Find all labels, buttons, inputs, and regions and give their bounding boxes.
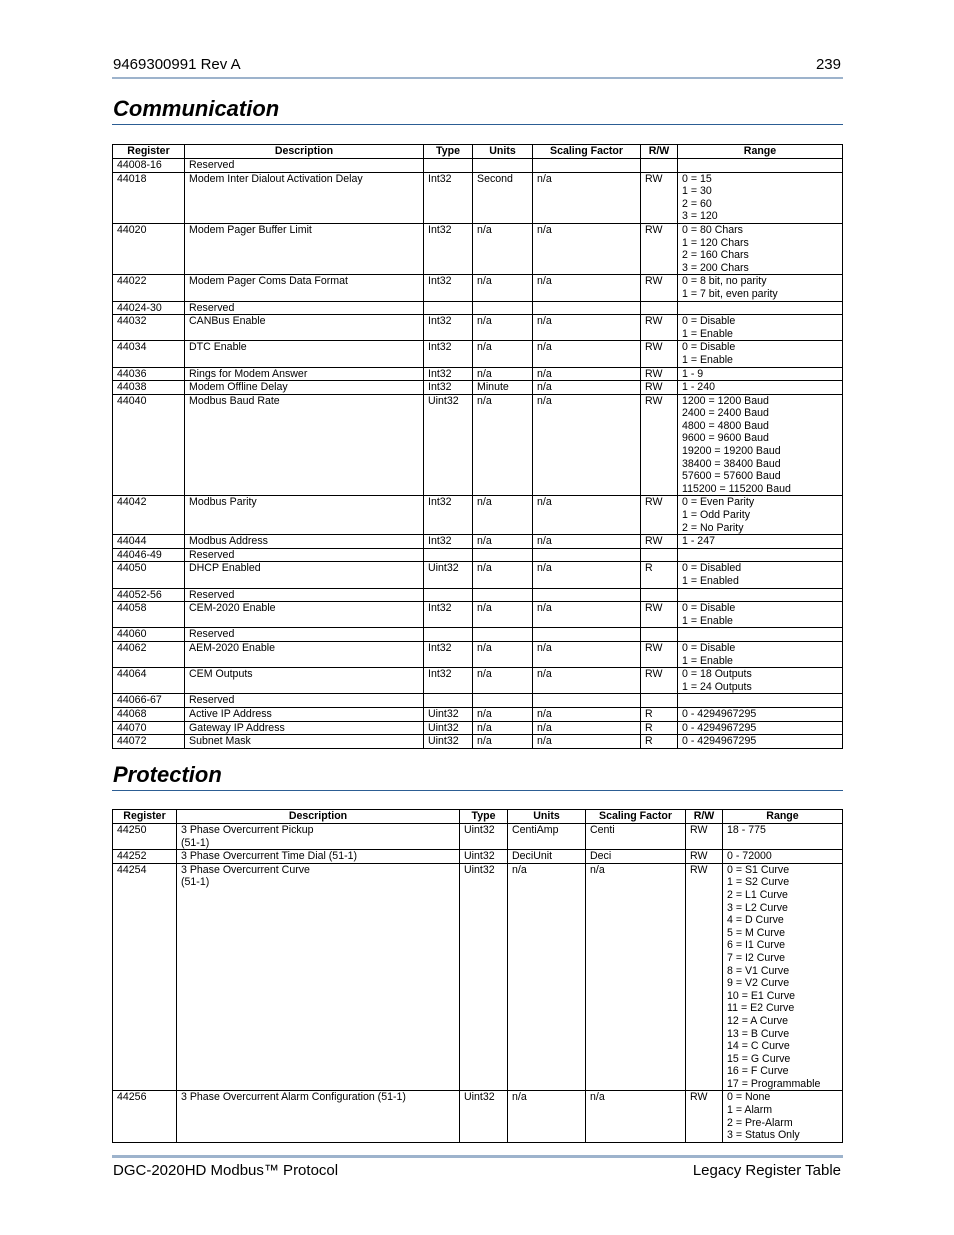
scaling-factor-cell bbox=[533, 159, 641, 173]
description-cell: Subnet Mask bbox=[185, 735, 424, 749]
description-cell: Reserved bbox=[185, 588, 424, 602]
type-cell bbox=[424, 301, 473, 315]
type-cell: Int32 bbox=[424, 275, 473, 301]
table-row bbox=[113, 824, 843, 850]
page-header bbox=[112, 55, 843, 79]
register-cell: 44008-16 bbox=[113, 159, 185, 173]
range-cell: 0 = Disable 1 = Enable bbox=[678, 602, 843, 628]
rw-cell: RW bbox=[641, 367, 678, 381]
section-title-text: Protection bbox=[113, 762, 222, 787]
scaling-factor-cell: n/a bbox=[533, 223, 641, 274]
description-cell: Modem Inter Dialout Activation Delay bbox=[185, 172, 424, 223]
scaling-factor-cell: Deci bbox=[586, 850, 686, 864]
description-cell: DHCP Enabled bbox=[185, 562, 424, 588]
register-cell: 44050 bbox=[113, 562, 185, 588]
description-cell: DTC Enable bbox=[185, 341, 424, 367]
table-row bbox=[113, 496, 843, 535]
table-row bbox=[113, 694, 843, 708]
units-cell: n/a bbox=[473, 641, 533, 667]
communication-register-table bbox=[112, 144, 843, 749]
column-header-register: Register bbox=[113, 810, 177, 824]
description-cell: Reserved bbox=[185, 548, 424, 562]
scaling-factor-cell: n/a bbox=[533, 367, 641, 381]
range-cell: 0 = Disable 1 = Enable bbox=[678, 641, 843, 667]
rw-cell: R bbox=[641, 735, 678, 749]
scaling-factor-cell: n/a bbox=[533, 341, 641, 367]
description-cell: Rings for Modem Answer bbox=[185, 367, 424, 381]
rw-cell bbox=[641, 159, 678, 173]
scaling-factor-cell bbox=[533, 628, 641, 642]
table-row bbox=[113, 602, 843, 628]
range-cell bbox=[678, 628, 843, 642]
register-cell: 44018 bbox=[113, 172, 185, 223]
table-row bbox=[113, 707, 843, 721]
table-row bbox=[113, 562, 843, 588]
scaling-factor-cell: Centi bbox=[586, 824, 686, 850]
register-cell: 44252 bbox=[113, 850, 177, 864]
range-cell: 0 = Disable 1 = Enable bbox=[678, 341, 843, 367]
units-cell: n/a bbox=[473, 315, 533, 341]
type-cell: Uint32 bbox=[460, 824, 508, 850]
units-cell bbox=[473, 588, 533, 602]
type-cell: Uint32 bbox=[424, 394, 473, 496]
register-cell: 44058 bbox=[113, 602, 185, 628]
units-cell bbox=[473, 159, 533, 173]
table-row bbox=[113, 863, 843, 1091]
range-cell bbox=[678, 159, 843, 173]
units-cell bbox=[473, 548, 533, 562]
units-cell: DeciUnit bbox=[508, 850, 586, 864]
description-cell: 3 Phase Overcurrent Pickup (51-1) bbox=[177, 824, 460, 850]
page-number: 239 bbox=[815, 56, 841, 73]
register-cell: 44070 bbox=[113, 721, 185, 735]
scaling-factor-cell: n/a bbox=[533, 172, 641, 223]
units-cell: CentiAmp bbox=[508, 824, 586, 850]
type-cell: Int32 bbox=[424, 341, 473, 367]
description-cell: 3 Phase Overcurrent Alarm Configuration (51-1) bbox=[177, 1091, 460, 1142]
table-row bbox=[113, 381, 843, 395]
type-cell: Uint32 bbox=[424, 562, 473, 588]
footer-section-name: Legacy Register Table bbox=[692, 1162, 841, 1179]
units-cell: n/a bbox=[508, 863, 586, 1091]
rw-cell: RW bbox=[686, 850, 723, 864]
description-cell: CANBus Enable bbox=[185, 315, 424, 341]
column-header-units: Units bbox=[473, 145, 533, 159]
register-cell: 44072 bbox=[113, 735, 185, 749]
register-cell: 44032 bbox=[113, 315, 185, 341]
rw-cell bbox=[641, 588, 678, 602]
type-cell: Int32 bbox=[424, 641, 473, 667]
scaling-factor-cell: n/a bbox=[533, 381, 641, 395]
range-cell bbox=[678, 301, 843, 315]
description-cell: Reserved bbox=[185, 301, 424, 315]
rw-cell: RW bbox=[641, 496, 678, 535]
range-cell: 0 = Even Parity 1 = Odd Parity 2 = No Parity bbox=[678, 496, 843, 535]
units-cell: n/a bbox=[473, 341, 533, 367]
rw-cell: R bbox=[641, 707, 678, 721]
scaling-factor-cell: n/a bbox=[533, 275, 641, 301]
description-cell: Gateway IP Address bbox=[185, 721, 424, 735]
description-cell: Modem Pager Coms Data Format bbox=[185, 275, 424, 301]
type-cell bbox=[424, 628, 473, 642]
table-row bbox=[113, 628, 843, 642]
table-header-row bbox=[113, 145, 843, 159]
register-cell: 44254 bbox=[113, 863, 177, 1091]
table-row bbox=[113, 735, 843, 749]
register-cell: 44256 bbox=[113, 1091, 177, 1142]
scaling-factor-cell bbox=[533, 548, 641, 562]
units-cell: n/a bbox=[473, 721, 533, 735]
units-cell: n/a bbox=[473, 367, 533, 381]
range-cell: 0 = S1 Curve 1 = S2 Curve 2 = L1 Curve 3 = L2 Curve 4 = D Curve 5 = M Curve 6 = I1 Curve 7 = I2 Curve 8 = V1 Curve 9 = V2 Curve 10 = E1 Curve 11 = E2 Curve 12 = A Curve 13 = B Curve 14 = C Curve 15 = G Curve 16 = F Curve 17 = Programmable bbox=[723, 863, 843, 1091]
units-cell: n/a bbox=[473, 668, 533, 694]
rw-cell: RW bbox=[641, 223, 678, 274]
units-cell: n/a bbox=[473, 562, 533, 588]
description-cell: CEM-2020 Enable bbox=[185, 602, 424, 628]
units-cell bbox=[473, 694, 533, 708]
column-header-type: Type bbox=[424, 145, 473, 159]
rw-cell: RW bbox=[641, 172, 678, 223]
register-cell: 44022 bbox=[113, 275, 185, 301]
table-row bbox=[113, 850, 843, 864]
protection-register-table bbox=[112, 809, 843, 1143]
table-row bbox=[113, 301, 843, 315]
section-title-text: Communication bbox=[113, 96, 280, 121]
column-header-scaling-factor: Scaling Factor bbox=[533, 145, 641, 159]
type-cell: Int32 bbox=[424, 223, 473, 274]
units-cell bbox=[473, 628, 533, 642]
scaling-factor-cell: n/a bbox=[533, 602, 641, 628]
rw-cell: RW bbox=[641, 341, 678, 367]
table-row bbox=[113, 721, 843, 735]
register-cell: 44024-30 bbox=[113, 301, 185, 315]
range-cell: 0 = 80 Chars 1 = 120 Chars 2 = 160 Chars 3 = 200 Chars bbox=[678, 223, 843, 274]
description-cell: CEM Outputs bbox=[185, 668, 424, 694]
scaling-factor-cell: n/a bbox=[533, 668, 641, 694]
range-cell: 0 - 4294967295 bbox=[678, 735, 843, 749]
type-cell: Uint32 bbox=[424, 721, 473, 735]
description-cell: Modem Pager Buffer Limit bbox=[185, 223, 424, 274]
register-cell: 44064 bbox=[113, 668, 185, 694]
description-cell: Modbus Parity bbox=[185, 496, 424, 535]
column-header-rw: R/W bbox=[686, 810, 723, 824]
description-cell: Reserved bbox=[185, 694, 424, 708]
range-cell: 0 = Disabled 1 = Enabled bbox=[678, 562, 843, 588]
units-cell: Second bbox=[473, 172, 533, 223]
description-cell: Active IP Address bbox=[185, 707, 424, 721]
scaling-factor-cell bbox=[533, 694, 641, 708]
page-footer bbox=[112, 1155, 843, 1184]
scaling-factor-cell: n/a bbox=[586, 863, 686, 1091]
scaling-factor-cell bbox=[533, 301, 641, 315]
column-header-rw: R/W bbox=[641, 145, 678, 159]
footer-document-title: DGC-2020HD Modbus™ Protocol bbox=[113, 1162, 339, 1179]
type-cell: Uint32 bbox=[424, 735, 473, 749]
table-row bbox=[113, 367, 843, 381]
type-cell: Uint32 bbox=[424, 707, 473, 721]
rw-cell bbox=[641, 628, 678, 642]
section-title-protection bbox=[112, 762, 843, 791]
units-cell: n/a bbox=[473, 535, 533, 549]
register-cell: 44020 bbox=[113, 223, 185, 274]
rw-cell: RW bbox=[641, 275, 678, 301]
type-cell bbox=[424, 694, 473, 708]
table-row bbox=[113, 1091, 843, 1142]
table-row bbox=[113, 341, 843, 367]
description-cell: 3 Phase Overcurrent Curve (51-1) bbox=[177, 863, 460, 1091]
units-cell: Minute bbox=[473, 381, 533, 395]
register-cell: 44034 bbox=[113, 341, 185, 367]
rw-cell bbox=[641, 301, 678, 315]
scaling-factor-cell: n/a bbox=[533, 496, 641, 535]
range-cell: 18 - 775 bbox=[723, 824, 843, 850]
register-cell: 44066-67 bbox=[113, 694, 185, 708]
units-cell: n/a bbox=[473, 496, 533, 535]
table-row bbox=[113, 223, 843, 274]
units-cell: n/a bbox=[473, 735, 533, 749]
document-id: 9469300991 Rev A bbox=[113, 56, 241, 73]
units-cell: n/a bbox=[473, 602, 533, 628]
register-cell: 44038 bbox=[113, 381, 185, 395]
section-title-communication bbox=[112, 96, 843, 125]
type-cell: Uint32 bbox=[460, 850, 508, 864]
units-cell bbox=[473, 301, 533, 315]
range-cell: 0 = 8 bit, no parity 1 = 7 bit, even parity bbox=[678, 275, 843, 301]
range-cell: 0 - 4294967295 bbox=[678, 707, 843, 721]
description-cell: AEM-2020 Enable bbox=[185, 641, 424, 667]
table-row bbox=[113, 668, 843, 694]
range-cell: 0 = Disable 1 = Enable bbox=[678, 315, 843, 341]
register-cell: 44036 bbox=[113, 367, 185, 381]
type-cell: Int32 bbox=[424, 381, 473, 395]
scaling-factor-cell: n/a bbox=[586, 1091, 686, 1142]
scaling-factor-cell: n/a bbox=[533, 394, 641, 496]
rw-cell: RW bbox=[641, 602, 678, 628]
scaling-factor-cell: n/a bbox=[533, 641, 641, 667]
units-cell: n/a bbox=[473, 707, 533, 721]
range-cell: 0 - 72000 bbox=[723, 850, 843, 864]
description-cell: Modbus Baud Rate bbox=[185, 394, 424, 496]
table-row bbox=[113, 394, 843, 496]
register-cell: 44044 bbox=[113, 535, 185, 549]
rw-cell: RW bbox=[641, 668, 678, 694]
register-cell: 44062 bbox=[113, 641, 185, 667]
range-cell bbox=[678, 694, 843, 708]
description-cell: Reserved bbox=[185, 628, 424, 642]
rw-cell: R bbox=[641, 562, 678, 588]
rw-cell: RW bbox=[686, 824, 723, 850]
register-cell: 44046-49 bbox=[113, 548, 185, 562]
scaling-factor-cell: n/a bbox=[533, 562, 641, 588]
table-row bbox=[113, 641, 843, 667]
range-cell: 1200 = 1200 Baud 2400 = 2400 Baud 4800 = 4800 Baud 9600 = 9600 Baud 19200 = 19200 Baud 38400 = 38400 Baud 57600 = 57600 Baud 115200 = 115200 Baud bbox=[678, 394, 843, 496]
rw-cell: R bbox=[641, 721, 678, 735]
type-cell: Int32 bbox=[424, 668, 473, 694]
units-cell: n/a bbox=[473, 275, 533, 301]
range-cell: 0 = 18 Outputs 1 = 24 Outputs bbox=[678, 668, 843, 694]
register-cell: 44068 bbox=[113, 707, 185, 721]
register-cell: 44042 bbox=[113, 496, 185, 535]
column-header-type: Type bbox=[460, 810, 508, 824]
range-cell: 0 = 15 1 = 30 2 = 60 3 = 120 bbox=[678, 172, 843, 223]
type-cell bbox=[424, 159, 473, 173]
range-cell: 0 - 4294967295 bbox=[678, 721, 843, 735]
column-header-scaling-factor: Scaling Factor bbox=[586, 810, 686, 824]
type-cell: Int32 bbox=[424, 367, 473, 381]
range-cell bbox=[678, 588, 843, 602]
range-cell bbox=[678, 548, 843, 562]
table-row bbox=[113, 172, 843, 223]
scaling-factor-cell: n/a bbox=[533, 315, 641, 341]
description-cell: Modbus Address bbox=[185, 535, 424, 549]
rw-cell: RW bbox=[641, 381, 678, 395]
scaling-factor-cell: n/a bbox=[533, 707, 641, 721]
register-cell: 44040 bbox=[113, 394, 185, 496]
units-cell: n/a bbox=[473, 223, 533, 274]
type-cell: Int32 bbox=[424, 496, 473, 535]
range-cell: 1 - 247 bbox=[678, 535, 843, 549]
type-cell: Int32 bbox=[424, 315, 473, 341]
range-cell: 1 - 9 bbox=[678, 367, 843, 381]
rw-cell bbox=[641, 548, 678, 562]
column-header-range: Range bbox=[678, 145, 843, 159]
column-header-units: Units bbox=[508, 810, 586, 824]
rw-cell: RW bbox=[686, 1091, 723, 1142]
type-cell bbox=[424, 548, 473, 562]
column-header-description: Description bbox=[177, 810, 460, 824]
table-row bbox=[113, 275, 843, 301]
register-cell: 44060 bbox=[113, 628, 185, 642]
scaling-factor-cell: n/a bbox=[533, 535, 641, 549]
table-row bbox=[113, 588, 843, 602]
scaling-factor-cell: n/a bbox=[533, 721, 641, 735]
scaling-factor-cell bbox=[533, 588, 641, 602]
description-cell: Modem Offline Delay bbox=[185, 381, 424, 395]
table-row bbox=[113, 159, 843, 173]
table-header-row bbox=[113, 810, 843, 824]
column-header-range: Range bbox=[723, 810, 843, 824]
rw-cell bbox=[641, 694, 678, 708]
rw-cell: RW bbox=[641, 535, 678, 549]
table-row bbox=[113, 315, 843, 341]
rw-cell: RW bbox=[641, 315, 678, 341]
scaling-factor-cell: n/a bbox=[533, 735, 641, 749]
description-cell: 3 Phase Overcurrent Time Dial (51-1) bbox=[177, 850, 460, 864]
table-row bbox=[113, 535, 843, 549]
type-cell bbox=[424, 588, 473, 602]
rw-cell: RW bbox=[686, 863, 723, 1091]
type-cell: Int32 bbox=[424, 602, 473, 628]
type-cell: Int32 bbox=[424, 172, 473, 223]
units-cell: n/a bbox=[473, 394, 533, 496]
rw-cell: RW bbox=[641, 394, 678, 496]
type-cell: Uint32 bbox=[460, 863, 508, 1091]
range-cell: 1 - 240 bbox=[678, 381, 843, 395]
column-header-description: Description bbox=[185, 145, 424, 159]
column-header-register: Register bbox=[113, 145, 185, 159]
register-cell: 44250 bbox=[113, 824, 177, 850]
type-cell: Int32 bbox=[424, 535, 473, 549]
table-row bbox=[113, 548, 843, 562]
units-cell: n/a bbox=[508, 1091, 586, 1142]
range-cell: 0 = None 1 = Alarm 2 = Pre-Alarm 3 = Status Only bbox=[723, 1091, 843, 1142]
rw-cell: RW bbox=[641, 641, 678, 667]
type-cell: Uint32 bbox=[460, 1091, 508, 1142]
register-cell: 44052-56 bbox=[113, 588, 185, 602]
description-cell: Reserved bbox=[185, 159, 424, 173]
